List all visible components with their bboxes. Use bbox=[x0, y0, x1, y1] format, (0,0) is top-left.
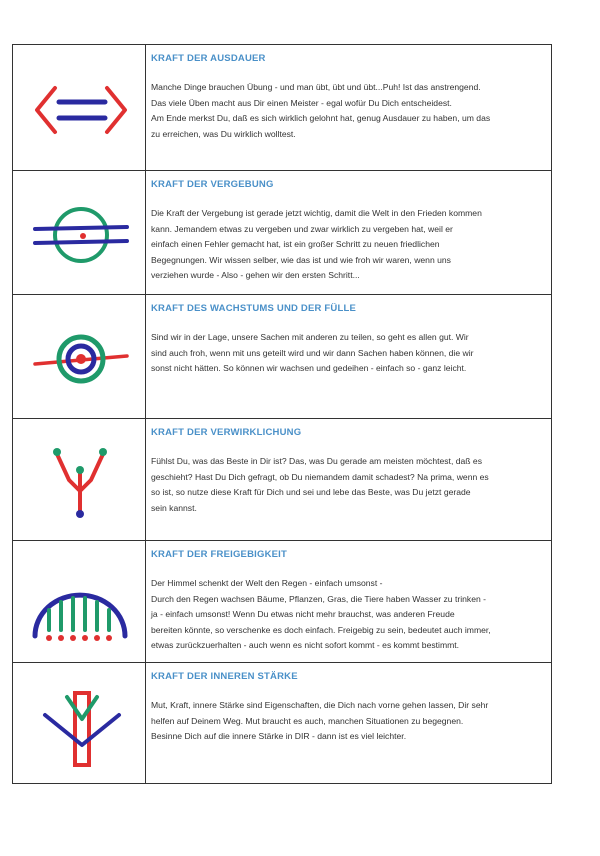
entry-body bbox=[151, 80, 543, 142]
ausdauer-symbol-icon bbox=[23, 58, 135, 158]
body-line: bereiten könnte, so verschenke es doch einfach. Freigebig zu sein, bedeutet auch immer, bbox=[151, 624, 491, 635]
verwirklichung-symbol-icon bbox=[23, 430, 135, 530]
body-line: zu erreichen, was Du wirklich wolltest. bbox=[151, 128, 296, 139]
body-line: Fühlst Du, was das Beste in Dir ist? Das, was Du gerade am meisten möchtest, daß es bbox=[151, 456, 482, 466]
body-line: Sind wir in der Lage, unsere Sachen mit anderen zu teilen, so geht es allen gut. Wir bbox=[151, 332, 469, 342]
entry-title: KRAFT DES WACHSTUMS UND DER FÜLLE bbox=[151, 303, 357, 314]
entry-title: KRAFT DER FREIGEBIGKEIT bbox=[151, 549, 288, 560]
entry-row bbox=[13, 295, 551, 419]
body-line: Begegnungen. Wir wissen selber, wie das ist und wie froh wir waren, wenn uns bbox=[151, 254, 451, 265]
symbol-cell bbox=[13, 171, 146, 294]
body-line: sein kannst. bbox=[151, 502, 197, 513]
symbol-cell bbox=[13, 541, 146, 662]
symbol-card-sheet bbox=[12, 44, 552, 784]
symbol-cell bbox=[13, 295, 146, 418]
entry-body bbox=[151, 454, 543, 516]
wachstum-symbol-icon bbox=[23, 307, 135, 407]
entry-row bbox=[13, 45, 551, 171]
body-line: einfach einen Fehler gemacht hat, ist ein großer Schritt zu neuen friedlichen bbox=[151, 239, 440, 249]
entry-row bbox=[13, 541, 551, 663]
entry-title: KRAFT DER INNEREN STÄRKE bbox=[151, 671, 298, 682]
entry-text bbox=[146, 663, 551, 783]
innere-staerke-symbol-icon bbox=[23, 673, 135, 773]
body-line: Mut, Kraft, innere Stärke sind Eigenschaften, die Dich nach vorne gehen lassen, Dir sehr bbox=[151, 700, 489, 710]
freigebigkeit-symbol-icon bbox=[23, 552, 135, 652]
body-line: kann. Jemandem etwas zu vergeben und zwar wirklich zu vergeben hat, weil er bbox=[151, 223, 453, 234]
entry-row bbox=[13, 419, 551, 541]
body-line: ja - einfach umsonst! Wenn Du etwas nicht mehr brauchst, was anderen Freude bbox=[151, 609, 455, 619]
entry-text bbox=[146, 541, 551, 662]
body-line: geschieht? Hast Du Dich gefragt, ob Du niemandem damit schadest? Na prima, wenn es bbox=[151, 471, 489, 482]
body-line: sonst nicht hätten. So können wir wachsen und gedeihen - einfach so - ganz leicht. bbox=[151, 363, 467, 373]
body-line: Das viele Üben macht aus Dir einen Meister - egal wofür Du Dich entscheidest. bbox=[151, 97, 452, 108]
entry-body bbox=[151, 330, 543, 377]
entry-text bbox=[146, 45, 551, 170]
entry-text bbox=[146, 295, 551, 418]
entry-text bbox=[146, 419, 551, 540]
body-line: so ist, so nutze diese Kraft für Dich und sei und lebe das Beste, was Du jetzt gerade bbox=[151, 487, 471, 497]
symbol-cell bbox=[13, 45, 146, 170]
entry-title: KRAFT DER AUSDAUER bbox=[151, 53, 266, 64]
symbol-cell bbox=[13, 663, 146, 783]
entry-title: KRAFT DER VERGEBUNG bbox=[151, 179, 274, 190]
body-line: etwas zurückzuerhalten - auch wenn es nicht sofort kommt - es kommt bestimmt. bbox=[151, 640, 460, 650]
vergebung-symbol-icon bbox=[23, 183, 135, 283]
body-line: verziehen wurde - Also - gehen wir den ersten Schritt... bbox=[151, 270, 360, 280]
entry-text bbox=[146, 171, 551, 294]
entry-row bbox=[13, 663, 551, 783]
body-line: Besinne Dich auf die innere Stärke in DIR - dann ist es viel leichter. bbox=[151, 731, 407, 741]
body-line: sind auch froh, wenn mit uns geteilt wird und wir dann Sachen haben können, die wir bbox=[151, 347, 474, 358]
symbol-cell bbox=[13, 419, 146, 540]
body-line: Der Himmel schenkt der Welt den Regen - einfach umsonst - bbox=[151, 578, 383, 588]
entry-title: KRAFT DER VERWIRKLICHUNG bbox=[151, 427, 302, 438]
body-line: Am Ende merkst Du, daß es sich wirklich gelohnt hat, genug Ausdauer zu haben, um das bbox=[151, 113, 491, 123]
body-line: Die Kraft der Vergebung ist gerade jetzt wichtig, damit die Welt in den Frieden kommen bbox=[151, 208, 482, 218]
entry-body bbox=[151, 576, 543, 654]
entry-body bbox=[151, 698, 543, 745]
body-line: helfen auf Deinem Weg. Mut braucht es auch, manchen Situationen zu begegnen. bbox=[151, 715, 464, 726]
body-line: Manche Dinge brauchen Übung - und man übt, übt und übt...Puh! Ist das anstrengend. bbox=[151, 82, 481, 92]
entry-body bbox=[151, 206, 543, 284]
entry-row bbox=[13, 171, 551, 295]
body-line: Durch den Regen wachsen Bäume, Pflanzen, Gras, die Tiere haben Wasser zu trinken - bbox=[151, 593, 487, 604]
